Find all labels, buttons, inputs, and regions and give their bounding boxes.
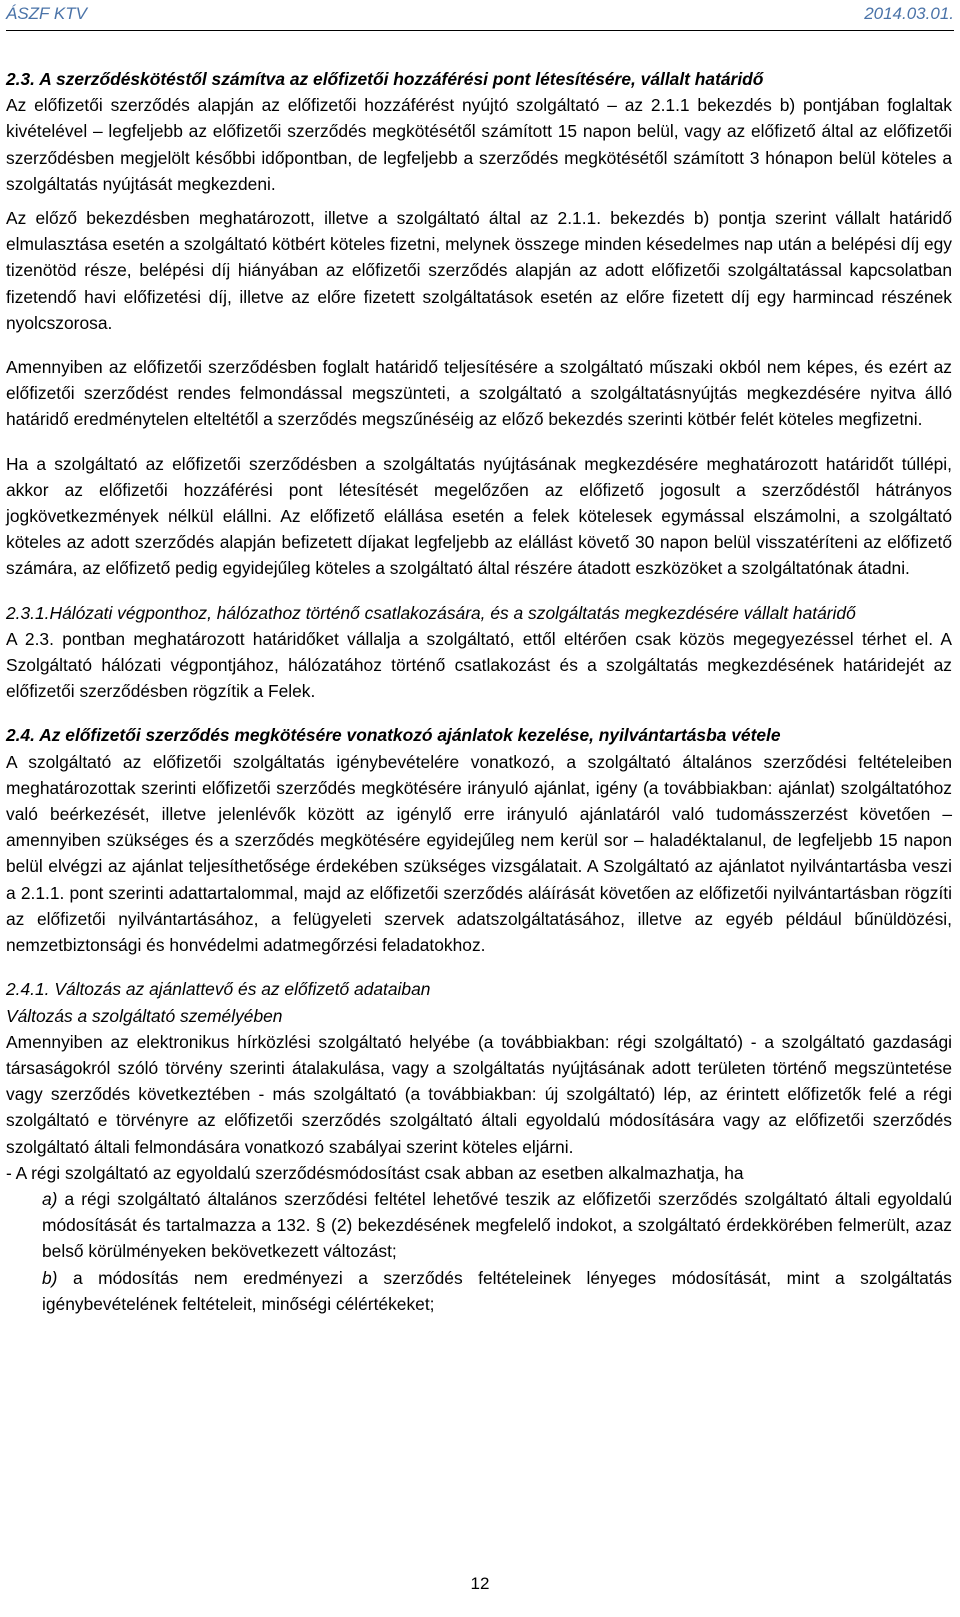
list-item-b [6,1265,952,1317]
paragraph: Amennyiben az előfizetői szerződésben foglalt határidő teljesítésére a szolgáltató műszaki okból nem képes, és ezért az előfizetői szerződést rendes felmondással megszünteti, a szolgáltató a szolgáltatásnyújtás megkezdésére nyitva álló határidő eredménytelen elteltétől a szerződés megszűnéséig az előző bekezdés szerinti kötbér felét köteles megfizetni. [6,357,952,430]
list-item-text: a régi szolgáltató általános szerződési feltétel lehetővé teszik az előfizetői szerződés szolgáltató általi egyoldalú módosítását és tartalmazza a 132. § (2) bekezdésének megfelelő indokot, a szolgáltató érdekkörében felmerült, azaz belső körülményeken bekövetkezett változást; [42,1188,952,1262]
section-number: 2.4. [6,725,36,746]
header-document-name: ÁSZF KTV [6,4,87,23]
section-heading-2-3 [6,66,952,92]
paragraph: Az előfizetői szerződés alapján az előfizetői hozzáférést nyújtó szolgáltató – az 2.1.1 bekezdés b) pontjában foglaltak kivételével – legfeljebb az előfizetői szerződés megkötésétől számított 15 napon belül, vagy az előfizető által az előfizetői szerződésben megjelölt későbbi időpontban, de legfeljebb a szerződés megkötésétől számított 3 hónapon belül köteles a szolgáltatás nyújtását megkezdeni. [6,95,952,194]
paragraph: A 2.3. pontban meghatározott határidőket vállalja a szolgáltató, ettől eltérően csak közös megegyezéssel térhet el. A Szolgáltató hálózati végpontjához, hálózatához történő csatlakozást és a szolgáltatás megkezdésének határidejét az előfizetői szerződésben rögzítik a Felek. [6,628,952,702]
paragraph: A szolgáltató az előfizetői szolgáltatás igénybevételére vonatkozó, a szolgáltató általános szerződési feltételeiben meghatározottak szerinti előfizetői szerződés megkötésére irányuló ajánlat, igény (a továbbiakban: ajánlat) szolgáltatóhoz való beérkezését, illetve jelenlévők között az igénylő erre irányuló ajánlatáról való tudomásszerzést követően – amennyiben szükséges és a szerződés megkötésére egyidejűleg nem kerül sor – haladéktalanul, de legfeljebb 15 napon belül elvégzi az ajánlat teljesíthetősége érdekében szükséges vizsgálatait. A Szolgáltató az ajánlatot nyilvántartásba veszi a 2.1.1. pont szerinti adattartalommal, majd az előfizetői szerződés aláírását követően az előfizetői nyilvántartásban rögzíti az előfizetői nyilvántartásához, a felügyeleti szervek adatszolgáltatásához, illetve az egyéb például bűnüldözési, nemzetbiztonsági és honvédelmi adatmegőrzési feladatokhoz. [6,751,952,956]
list-item-a [6,1186,952,1265]
section-title: A szerződéskötéstől számítva az előfizetői hozzáférési pont létesítésére, vállalt határidő [39,69,764,89]
section-title: Hálózati végponthoz, hálózathoz történő csatlakozására, és a szolgáltatás megkezdésére vállalt határidő [49,602,856,623]
paragraph: Ha a szolgáltató az előfizetői szerződésben a szolgáltatás nyújtásának megkezdésére meghatározott határidőt túllépi, akkor az előfizetői hozzáférési pont létesítését megelőzően az előfizető jogosult a szerződéstől hátrányos jogkövetkezmények nélkül elállni. Az előfizető elállása esetén a felek kötelesek egymással elszámolni, a szolgáltató köteles az adott szerződés alapján befizetett díjakat legfeljebb az elállást követő 30 napon belül visszatéríteni az előfizető számára, az előfizető pedig egyidejűleg köteles a szolgáltató által részére átadott eszközöket a szolgáltatónak átadni. [6,453,952,579]
document-body [6,66,952,1317]
list-item-label: b) [42,1267,58,1288]
subsection-heading: Változás a szolgáltató személyében [6,1005,283,1026]
list-item-text: a módosítás nem eredményezi a szerződés feltételeinek lényeges módosítását, mint a szolgáltatás igénybevételének feltételeit, minőségi célértékeket; [42,1267,952,1314]
page-header [6,4,954,31]
section-number: 2.3. [6,69,36,89]
paragraph: Amennyiben az elektronikus hírközlési szolgáltató helyébe (a továbbiakban: régi szolgáltató) - a szolgáltató gazdasági társaságokról szóló törvény szerinti átalakulása, vagy a szolgáltatás nyújtásának adott területen történő megszüntetése vagy szerződés következtében - más szolgáltató (a továbbiakban: új szolgáltató) lép, az érintett előfizetők felé a régi szolgáltató e törvényre az előfizetői szerződés szolgáltató általi egyoldalú módosítására vagy az előfizetői szerződés szolgáltató általi felmondására vonatkozó szabályai szerint köteles eljárni. [6,1031,952,1157]
paragraph: - A régi szolgáltató az egyoldalú szerződésmódosítást csak abban az esetben alkalmazhatja, ha [6,1162,744,1183]
section-heading-2-3-1 [6,600,952,626]
section-number: 2.3.1. [6,602,50,623]
paragraph: Az előző bekezdésben meghatározott, illetve a szolgáltató által az 2.1.1. bekezdés b) pontja szerint vállalt határidő elmulasztása esetén a szolgáltató kötbért köteles fizetni, melynek összege minden késedelmes nap után a belépési díj egy tizenötöd része, belépési díj hiányában az előfizetői szerződés alapján az adott előfizetői szolgáltatással kapcsolatban fizetendő havi előfizetési díj, illetve az előre fizetett szolgáltatások esetén az előre fizetett díj egy harmincad részének nyolcszorosa. [6,208,952,333]
header-date: 2014.03.01. [864,4,954,23]
section-title: Az előfizetői szerződés megkötésére vonatkozó ajánlatok kezelése, nyilvántartásba vétele [39,725,781,746]
list-item-label: a) [42,1188,58,1209]
page-number: 12 [470,1574,490,1593]
section-heading-2-4-1: 2.4.1. Változás az ajánlattevő és az előfizető adataiban [6,979,431,1000]
section-heading-2-4 [6,722,952,748]
